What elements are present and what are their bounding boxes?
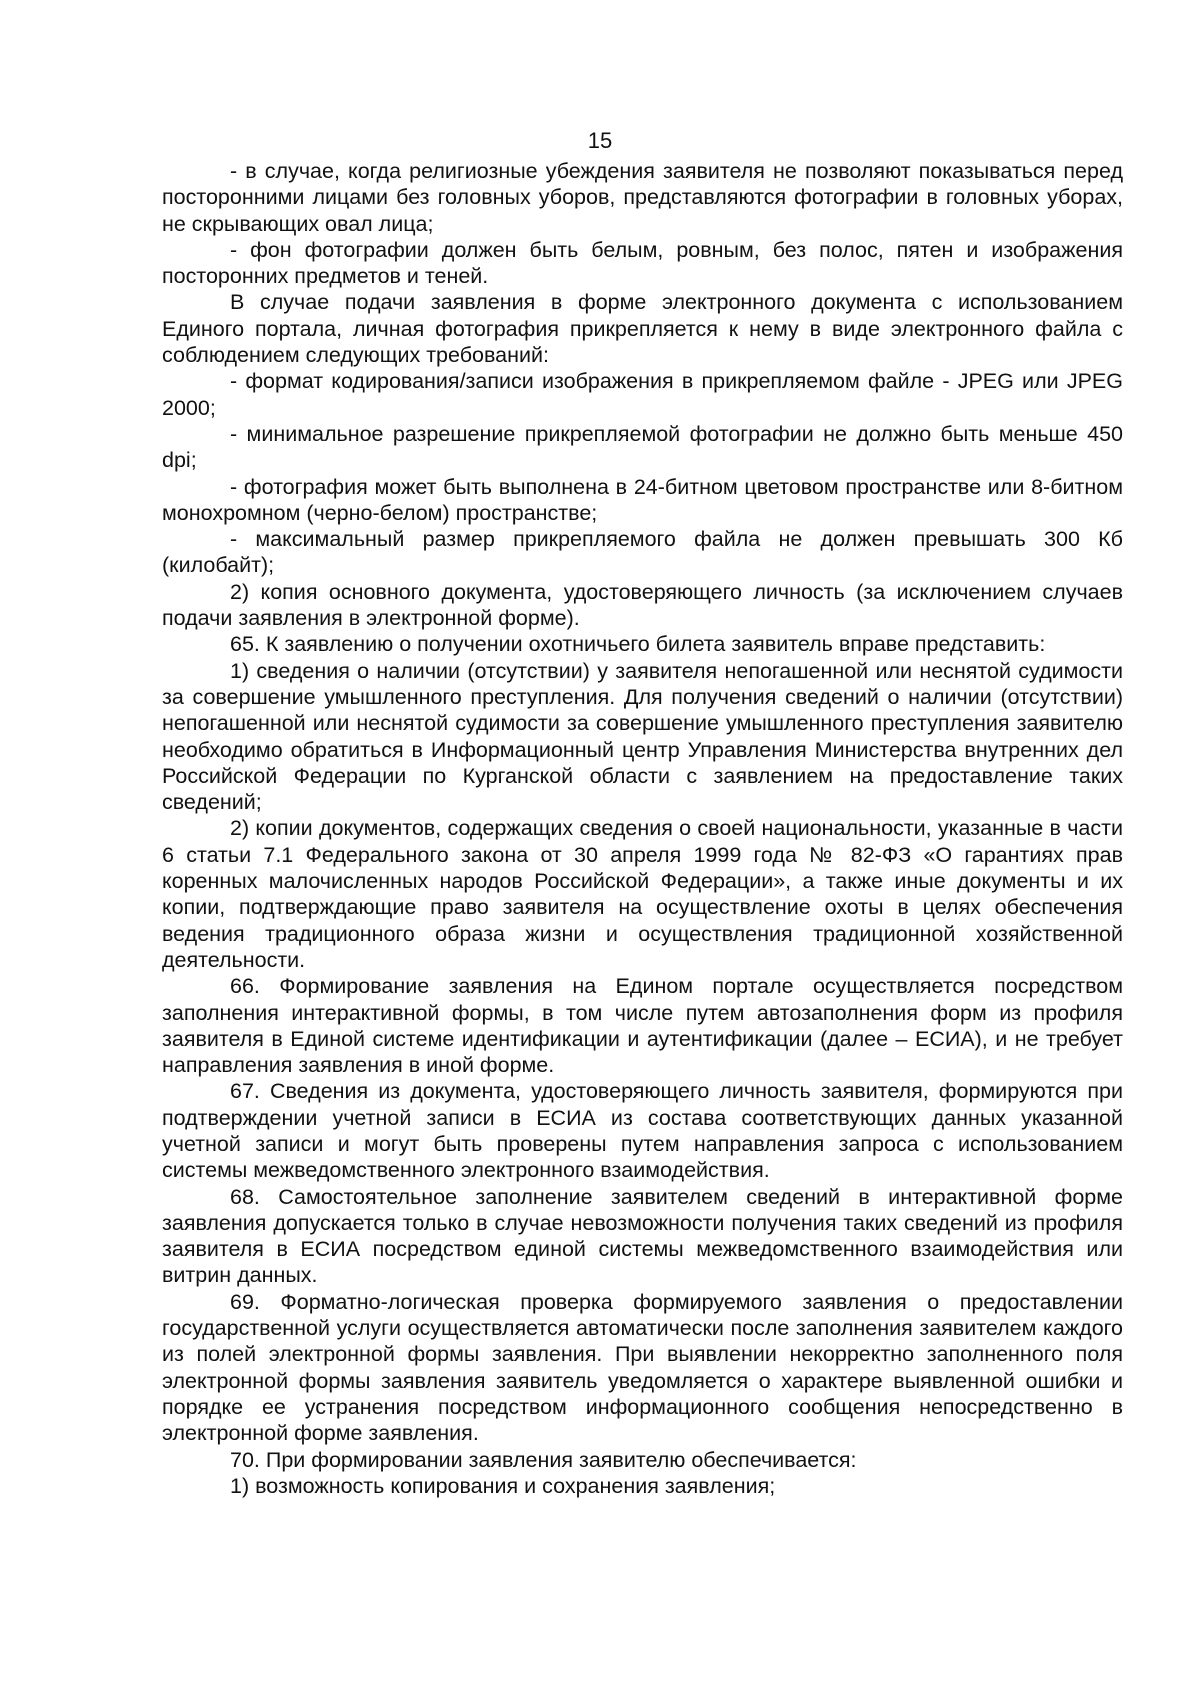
paragraph-max-file-size: - максимальный размер прикрепляемого файла не должен превышать 300 Кб (килобайт);: [162, 527, 1123, 578]
paragraph-color-space: - фотография может быть выполнена в 24-битном цветовом пространстве или 8-битном монохромном (черно-белом) пространстве;: [162, 474, 1123, 525]
paragraph-religious-headwear: - в случае, когда религиозные убеждения заявителя не позволяют показываться перед посторонними лицами без головных уборов, представляются фотографии в головных уборах, не скрывающих овал лица;: [162, 159, 1123, 236]
paragraph-65: 65. К заявлению о получении охотничьего билета заявитель вправе представить:: [230, 632, 1046, 657]
paragraph-67: 67. Сведения из документа, удостоверяющего личность заявителя, формируются при подтверждении учетной записи в ЕСИА из состава соответствующих данных указанной учетной записи и могут быть проверены путем направления запроса с использованием системы межведомственного электронного взаимодействия.: [162, 1079, 1123, 1183]
paragraph-68: 68. Самостоятельное заполнение заявителем сведений в интерактивной форме заявления допускается только в случае невозможности получения таких сведений из профиля заявителя в ЕСИА посредством единой системы межведомственного взаимодействия или витрин данных.: [162, 1184, 1123, 1288]
paragraph-65-nationality-documents: 2) копии документов, содержащих сведения о своей национальности, указанные в части 6 статьи 7.1 Федерального закона от 30 апреля 1999 года № 82-ФЗ «О гарантиях прав коренных малочисленных народов Российской Федерации», а также иные документы и их копии, подтверждающие право заявителя на осуществление охоты в целях обеспечения ведения традиционного образа жизни и осуществления традиционной хозяйственной деятельности.: [162, 816, 1123, 972]
paragraph-photo-background: - фон фотографии должен быть белым, ровным, без полос, пятен и изображения посторонних предметов и теней.: [162, 237, 1123, 289]
paragraph-65-criminal-record: 1) сведения о наличии (отсутствии) у заявителя непогашенной или неснятой судимости за совершение умышленного преступления. Для получения сведений о наличии (отсутствии) непогашенной или неснятой судимости за совершение умышленного преступления заявителю необходимо обратиться в Информационный центр Управления Министерства внутренних дел Российской Федерации по Курганской области с заявлением на предоставление таких сведений;: [162, 658, 1123, 815]
paragraph-electronic-submission: В случае подачи заявления в форме электронного документа с использованием Единого портала, личная фотография прикрепляется к нему в виде электронного файла с соблюдением следующих требований:: [162, 290, 1123, 368]
paragraph-70: 70. При формировании заявления заявителю обеспечивается:: [230, 1447, 857, 1472]
paragraph-min-resolution: - минимальное разрешение прикрепляемой фотографии не должно быть меньше 450 dpi;: [162, 421, 1123, 473]
paragraph-format-jpeg: - формат кодирования/записи изображения в прикрепляемом файле - JPEG или JPEG 2000;: [162, 369, 1123, 420]
paragraph-69: 69. Форматно-логическая проверка формируемого заявления о предоставлении государственной услуги осуществляется автоматически после заполнения заявителем каждого из полей электронной формы заявления. При выявлении некорректно заполненного поля электронной формы заявления заявитель уведомляется о характере выявленной ошибки и порядке ее устранения посредством информационного сообщения непосредственно в электронной форме заявления.: [162, 1289, 1123, 1446]
paragraph-identity-document-copy: 2) копия основного документа, удостоверяющего личность (за исключением случаев подачи заявления в электронной форме).: [162, 579, 1123, 631]
paragraph-70-item-1: 1) возможность копирования и сохранения заявления;: [230, 1473, 776, 1498]
document-body: [162, 158, 1123, 1499]
page-number: 15: [587, 128, 613, 153]
paragraph-66: 66. Формирование заявления на Едином портале осуществляется посредством заполнения интерактивной формы, в том числе путем автозаполнения форм из профиля заявителя в Единой системе идентификации и аутентификации (далее – ЕСИА), и не требует направления заявления в иной форме.: [162, 974, 1123, 1078]
